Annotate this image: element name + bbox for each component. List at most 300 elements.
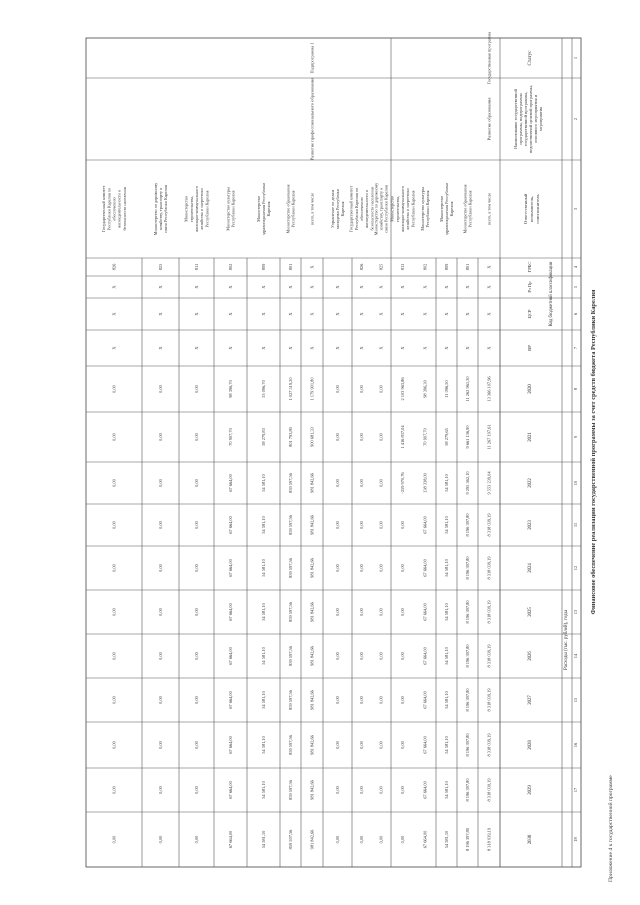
row-vr: Х	[194, 346, 199, 350]
row-value: 0,00	[194, 608, 199, 616]
row-grbs: 802	[422, 263, 428, 271]
row-executor: Республики Карелия	[204, 190, 210, 228]
row-executor: Министерство	[389, 196, 395, 222]
row-value: 8 196 397,80	[465, 778, 470, 802]
column-header-year: 2029	[528, 785, 533, 795]
row-executor: жилищно-коммунального	[194, 186, 199, 232]
row-executor: Министерство образования	[285, 184, 291, 234]
row-value: 0,00	[111, 433, 117, 441]
row-executor: строительства,	[394, 195, 400, 223]
row-value: 1 027 519,20	[288, 377, 293, 401]
row-rzpr: Х	[309, 285, 315, 289]
row-value: 981 842,66	[309, 780, 315, 800]
row-value: 67 664,00	[422, 603, 428, 621]
row-value: 0,00	[194, 835, 199, 844]
row-value: 0,00	[400, 741, 405, 749]
row-value: 0,00	[194, 521, 199, 529]
row-rzpr: Х	[261, 285, 266, 289]
row-value: 53 096,70	[261, 380, 266, 398]
row-value: 0,00	[378, 652, 384, 660]
row-value: 67 664,00	[228, 830, 233, 849]
row-grbs: 811	[400, 263, 405, 271]
column-header-program-name: программы, подпрограммы	[518, 93, 523, 145]
row-value: 0,00	[111, 608, 117, 616]
row-value: 54 581,10	[444, 603, 449, 621]
row-grbs: 825	[158, 263, 163, 271]
row-grbs: 801	[288, 263, 293, 271]
row-value: 8 196 397,80	[465, 513, 470, 537]
row-csr: Х	[378, 312, 384, 316]
row-value: 67 664,00	[228, 736, 233, 754]
row-value: 54 581,10	[444, 830, 449, 849]
row-value: 981 842,66	[309, 735, 315, 755]
row-value: 54 581,10	[444, 474, 449, 492]
row-program-name: Развитие образования	[486, 97, 492, 141]
row-value: 0,00	[400, 521, 405, 529]
row-vr: Х	[335, 346, 340, 350]
column-number: 4	[573, 265, 578, 269]
column-number: 2	[573, 117, 578, 121]
row-rzpr: Х	[400, 285, 405, 289]
row-value: 98 396,70	[228, 380, 233, 398]
row-vr: Х	[422, 346, 428, 350]
row-value: 859 597,56	[288, 690, 293, 710]
row-csr: Х	[359, 312, 364, 316]
row-value: 0,00	[158, 564, 163, 572]
row-value: 0,00	[111, 564, 117, 572]
row-value: 0,00	[194, 786, 199, 794]
row-value: 54 581,10	[444, 736, 449, 754]
row-value: 54 581,10	[444, 516, 449, 534]
row-rzpr: Х	[335, 285, 340, 289]
row-executor: Республики Карелия	[467, 190, 473, 228]
appendix-note: Приложение 4 к государственной программе	[608, 775, 614, 882]
row-grbs: Х	[486, 265, 492, 269]
row-value: 0,00	[400, 564, 405, 572]
row-value: 0,00	[378, 786, 384, 794]
column-header-year: 2022	[528, 478, 533, 488]
row-value: 0,00	[111, 835, 117, 844]
row-value: 0,00	[378, 521, 384, 529]
row-value: -259 970,76	[400, 472, 405, 494]
row-vr: Х	[288, 346, 293, 350]
row-executor: всего, в том числе	[309, 192, 315, 226]
row-value: 981 842,66	[309, 473, 315, 493]
row-value: 0,00	[400, 652, 405, 660]
row-value: 859 597,56	[288, 780, 293, 800]
row-value: 0,00	[158, 608, 163, 616]
row-value: 0,00	[335, 786, 340, 794]
row-value: 0,00	[359, 479, 364, 487]
row-vr: Х	[261, 346, 266, 350]
row-value: 0,00	[378, 835, 384, 844]
column-number: 10	[573, 480, 578, 486]
row-rzpr: Х	[111, 285, 117, 289]
row-csr: Х	[158, 312, 163, 316]
row-value: 0,00	[111, 696, 117, 704]
row-value: 0,00	[378, 479, 384, 487]
column-number: 9	[573, 435, 578, 439]
row-executor: хозяйству, транспорту и	[378, 187, 384, 231]
row-executor: Министерство	[255, 196, 261, 222]
row-value: 859 597,56	[288, 515, 293, 535]
row-value: 859 597,56	[288, 473, 293, 493]
row-value: 0,00	[378, 385, 384, 393]
row-value: 13 366 107,96	[486, 376, 492, 402]
row-value: 0,00	[359, 696, 364, 704]
row-value: 0,00	[378, 741, 384, 749]
row-value: 0,00	[400, 786, 405, 794]
row-grbs: 809	[444, 263, 449, 271]
column-header-program-name: мероприятия	[538, 106, 543, 132]
row-value: 859 597,56	[288, 646, 293, 666]
row-csr: Х	[261, 312, 266, 316]
row-value: 67 664,00	[228, 516, 233, 534]
row-value: 0,00	[158, 521, 163, 529]
row-value: 0,00	[111, 479, 117, 487]
row-value: 98 396,30	[422, 380, 428, 398]
row-executor: хозяйства и энергетики	[199, 188, 205, 230]
row-grbs: 826	[359, 263, 364, 271]
row-executor: Карелия	[266, 201, 272, 217]
row-value: 0,00	[335, 385, 340, 393]
column-header-program-name: ведомственной целевой программы,	[528, 85, 533, 153]
row-value: 0,00	[335, 521, 340, 529]
row-executor: Министерство культуры	[419, 187, 425, 231]
row-grbs: Х	[309, 265, 315, 269]
column-number: 16	[573, 742, 578, 748]
row-vr: Х	[158, 346, 163, 350]
row-executor: Республики Карелия	[230, 190, 236, 228]
row-executor: жизнедеятельности и	[116, 189, 122, 229]
column-header-executor: исполнитель,	[529, 196, 534, 222]
row-csr: Х	[444, 312, 449, 316]
column-number: 14	[573, 653, 578, 659]
column-number: 13	[573, 609, 578, 615]
row-rzpr: Х	[288, 285, 293, 289]
row-executor: Министерство культуры	[225, 187, 231, 231]
row-value: 58 279,65	[444, 428, 449, 446]
row-executor: Государственный комитет	[348, 185, 354, 233]
row-vr: Х	[309, 346, 315, 350]
row-value: 54 581,10	[261, 559, 266, 577]
row-executor: Республики Карелия по	[106, 187, 112, 231]
row-value: 54 581,10	[261, 781, 266, 799]
row-value: 58 279,83	[261, 428, 266, 446]
row-csr: Х	[309, 312, 315, 316]
row-value: 0,00	[378, 433, 384, 441]
row-value: 8 318 039,19	[486, 733, 492, 757]
row-executor: безопасности населения	[369, 187, 375, 231]
row-value: 54 581,10	[261, 736, 266, 754]
row-value: 67 664,00	[422, 830, 428, 849]
row-value: 0,00	[194, 433, 199, 441]
row-value: 54 581,10	[444, 559, 449, 577]
row-value: 0,00	[158, 741, 163, 749]
row-executor: Республики Карелия	[425, 190, 431, 228]
row-value: 0,00	[400, 608, 405, 616]
column-header-year: 2027	[528, 695, 533, 705]
row-executor: Карелия	[340, 201, 346, 217]
row-rzpr: Х	[465, 285, 470, 289]
row-value: 0,00	[359, 741, 364, 749]
row-value: 0,00	[335, 433, 340, 441]
row-vr: Х	[111, 346, 117, 350]
row-grbs: 811	[194, 263, 199, 271]
row-executor: здравоохранения Республики	[261, 182, 266, 236]
row-value: 54 581,10	[261, 603, 266, 621]
column-number: 7	[573, 346, 578, 350]
row-value: 54 581,10	[261, 647, 266, 665]
row-value: 0,00	[378, 564, 384, 572]
row-vr: Х	[444, 346, 449, 350]
row-value: 8 318 039,19	[486, 513, 492, 537]
column-header-year: 2024	[528, 563, 533, 573]
row-value: 0,00	[335, 696, 340, 704]
row-value: 54 581,10	[261, 691, 266, 709]
row-value: 138 338,00	[422, 473, 428, 493]
row-value: 54 581,10	[444, 647, 449, 665]
row-executor: хозяйства и энергетики	[405, 188, 411, 230]
row-value: 67 664,00	[422, 736, 428, 754]
row-value: 67 664,00	[228, 474, 233, 492]
row-value: 0,00	[359, 786, 364, 794]
row-value: 8 196 397,80	[465, 733, 470, 757]
row-executor: Министерство по дорожному	[373, 182, 379, 236]
row-rzpr: Х	[158, 285, 163, 289]
row-value: 0,00	[359, 652, 364, 660]
row-executor: связи Республики Карелия	[163, 185, 169, 233]
row-value: 981 842,66	[309, 646, 315, 666]
row-value: 8 318 039,19	[486, 644, 492, 668]
row-value: 54 581,10	[444, 691, 449, 709]
row-value: 8 196 397,80	[465, 556, 470, 580]
column-header-year: 2025	[528, 607, 533, 617]
row-csr: Х	[228, 312, 233, 316]
row-executor: Государственный комитет	[101, 185, 107, 233]
column-header-budget-code: Код бюджетной классификации	[549, 261, 554, 327]
row-executor: жилищно-коммунального	[400, 186, 405, 232]
row-rzpr: Х	[444, 285, 449, 289]
row-csr: Х	[194, 312, 199, 316]
row-value: 0,00	[158, 479, 163, 487]
column-header-program-name: государственной программы,	[523, 91, 528, 147]
row-executor: Республики Карелия по	[353, 187, 359, 231]
row-value: 67 664,00	[422, 781, 428, 799]
row-value: 11 262 961,30	[465, 376, 470, 402]
row-vr: Х	[378, 346, 384, 350]
row-value: 0,00	[194, 479, 199, 487]
row-value: 67 664,00	[422, 691, 428, 709]
row-value: 0,00	[335, 479, 340, 487]
row-csr: Х	[465, 312, 470, 316]
row-value: 0,00	[158, 786, 163, 794]
row-value: 0,00	[194, 564, 199, 572]
column-header-rzpr: Рз Пр	[527, 281, 532, 293]
column-header-vr: ВР	[527, 345, 532, 351]
column-header-year: 2026	[528, 651, 533, 661]
row-value: 981 842,66	[309, 690, 315, 710]
row-value: 9 553 239,04	[486, 471, 492, 495]
row-value: 1 416 837,04	[400, 425, 405, 449]
row-value: 981 842,66	[309, 558, 315, 578]
row-value: 9 661 136,90	[465, 425, 470, 449]
row-executor: строительства,	[188, 195, 194, 223]
row-value: 67 664,00	[228, 559, 233, 577]
row-value: 8 196 397,80	[465, 600, 470, 624]
row-csr: Х	[422, 312, 428, 316]
row-value: 0,00	[378, 696, 384, 704]
column-header-executor: Ответственный	[523, 193, 528, 225]
row-csr: Х	[486, 312, 492, 316]
row-value: 67 664,00	[228, 781, 233, 799]
column-number: 17	[573, 787, 578, 793]
row-executor: Республики Карелия	[290, 190, 296, 228]
row-status: Государственная программа	[486, 31, 492, 85]
row-value: 0,00	[359, 835, 364, 844]
row-executor: Управление по делам	[329, 189, 335, 229]
row-value: 8 318 039,19	[486, 556, 492, 580]
row-value: 2 103 963,86	[400, 377, 405, 401]
row-value: 0,00	[194, 696, 199, 704]
row-vr: Х	[465, 346, 470, 350]
row-value: 0,00	[158, 696, 163, 704]
row-value: 8 318 039,19	[486, 778, 492, 802]
column-header-program-name: основного мероприятия и	[533, 94, 538, 144]
row-rzpr: Х	[359, 285, 364, 289]
row-rzpr: Х	[194, 285, 199, 289]
column-number: 1	[573, 56, 578, 60]
row-value: 859 597,56	[288, 829, 293, 850]
row-value: 859 597,56	[288, 602, 293, 622]
row-executor: здравоохранения Республики	[444, 182, 449, 236]
row-value: 70 907,70	[228, 428, 233, 446]
row-value: 0,00	[335, 564, 340, 572]
row-value: 0,00	[359, 433, 364, 441]
row-csr: Х	[400, 312, 405, 316]
row-value: 67 664,00	[422, 559, 428, 577]
row-value: 0,00	[194, 385, 199, 393]
column-header-status: Статус	[527, 50, 533, 66]
row-executor: Министерство	[183, 196, 189, 222]
row-value: 859 597,56	[288, 735, 293, 755]
column-header-year: 2021	[528, 432, 533, 442]
row-value: 0,00	[158, 652, 163, 660]
row-value: 801 793,80	[288, 427, 293, 447]
row-value: 0,00	[158, 835, 163, 844]
row-value: 8 196 397,80	[465, 827, 470, 852]
row-program-name: Развитие профессионального образования	[309, 77, 315, 161]
column-header-year: 2028	[528, 740, 533, 750]
row-value: 8 318 039,19	[486, 600, 492, 624]
row-grbs: 825	[378, 263, 384, 271]
column-header-year: 2020	[528, 384, 533, 394]
row-value: 0,00	[378, 608, 384, 616]
row-grbs: 809	[261, 263, 266, 271]
row-value: 0,00	[400, 835, 405, 844]
column-header-csr: ЦСР	[527, 309, 532, 319]
row-value: 0,00	[158, 433, 163, 441]
row-value: 67 664,00	[228, 603, 233, 621]
row-value: 8 318 039,19	[486, 688, 492, 712]
row-value: 9 295 362,10	[465, 471, 470, 495]
row-value: 981 842,66	[309, 515, 315, 535]
row-value: 54 581,10	[261, 516, 266, 534]
row-grbs: 802	[228, 263, 233, 271]
row-value: 981 842,66	[309, 829, 315, 850]
row-rzpr: Х	[422, 285, 428, 289]
row-executor: Министерство образования	[462, 184, 468, 234]
row-rzpr: Х	[228, 285, 233, 289]
column-number: 11	[573, 522, 578, 528]
row-value: 67 664,00	[228, 647, 233, 665]
row-csr: Х	[111, 312, 117, 316]
row-value: 0,00	[194, 741, 199, 749]
column-header-grbs: ГРБС	[527, 261, 532, 273]
row-value: 54 581,10	[444, 781, 449, 799]
row-executor: Министерство по дорожному	[152, 182, 158, 236]
row-rzpr: Х	[378, 285, 384, 289]
row-executor: Республики Карелия	[410, 190, 416, 228]
row-executor: Карелия	[449, 201, 455, 217]
row-value: 0,00	[335, 608, 340, 616]
row-executor: безопасности населения	[121, 187, 127, 231]
row-vr: Х	[359, 346, 364, 350]
row-value: 0,00	[359, 385, 364, 393]
row-executor: связи Республики Карелия	[383, 185, 389, 233]
row-value: 859 597,56	[288, 558, 293, 578]
row-value: 67 664,00	[422, 647, 428, 665]
row-status: Подпрограмма 1	[309, 42, 315, 74]
row-value: 11 267 197,61	[486, 424, 492, 450]
row-value: 0,00	[111, 741, 117, 749]
row-value: 0,00	[335, 652, 340, 660]
row-csr: Х	[288, 312, 293, 316]
row-executor: хозяйству, транспорту и	[158, 187, 163, 231]
row-value: 8 196 397,80	[465, 644, 470, 668]
row-executor: обеспечению	[111, 197, 117, 221]
table-title: Финансовое обеспечение реализации государственной программы за счет средств бюджета Республики Карелия	[590, 289, 597, 615]
row-rzpr: Х	[486, 285, 492, 289]
row-value: 0,00	[158, 385, 163, 393]
row-value: 8 318 039,19	[486, 827, 492, 852]
column-number: 8	[573, 387, 578, 391]
column-header-executor: соисполнитель	[535, 194, 540, 224]
row-value: 11 096,50	[444, 380, 449, 398]
row-csr: Х	[335, 312, 340, 316]
row-value: 0,00	[111, 521, 117, 529]
row-value: 0,00	[359, 564, 364, 572]
column-number: 3	[573, 207, 578, 211]
column-header-year: 2023	[528, 520, 533, 530]
column-header-program-name: Наименование государственной	[513, 89, 518, 149]
column-number: 18	[573, 837, 578, 842]
row-value: 0,00	[335, 835, 340, 844]
column-number: 5	[573, 285, 578, 289]
row-value: 0,00	[111, 652, 117, 660]
row-value: 54 581,10	[261, 474, 266, 492]
column-number: 12	[573, 565, 578, 571]
row-value: 0,00	[194, 652, 199, 660]
column-header-expenses: Расходы (тыс. рублей), годы	[564, 610, 569, 670]
row-vr: Х	[228, 346, 233, 350]
row-value: 0,00	[111, 786, 117, 794]
column-number: 15	[573, 697, 578, 703]
row-executor: обеспечению	[359, 197, 364, 221]
row-value: 67 664,00	[422, 516, 428, 534]
row-value: 0,00	[359, 608, 364, 616]
row-vr: Х	[400, 346, 405, 350]
